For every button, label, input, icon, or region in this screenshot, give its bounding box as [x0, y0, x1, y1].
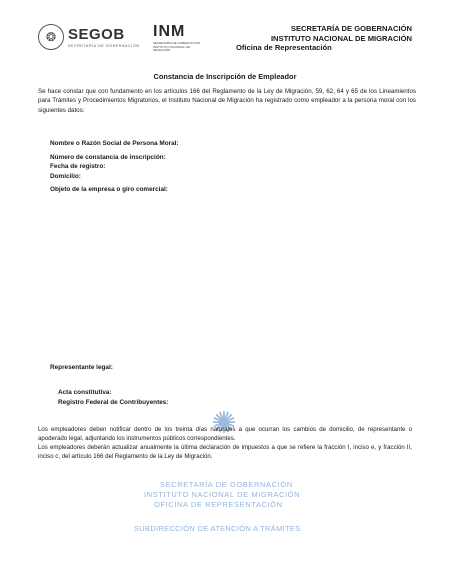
agency-line-3: Oficina de Representación	[236, 43, 332, 52]
stamp-seal-icon: ✺	[211, 407, 237, 440]
field-objeto: Objeto de la empresa o giro comercial:	[50, 186, 168, 193]
agency-line-2: INSTITUTO NACIONAL DE MIGRACIÓN	[270, 33, 412, 43]
notes-block	[38, 426, 412, 462]
inm-logo	[153, 24, 203, 53]
inm-logo-text: INM	[153, 23, 186, 40]
inm-subtitle: SECRETARÍA DE GOBERNACIÓN INSTITUTO NACIONAL DE MIGRACIÓN	[153, 41, 201, 52]
segob-logo	[38, 24, 139, 50]
agency-block	[236, 24, 412, 53]
document-title: Constancia de Inscripción de Empleador	[153, 72, 297, 81]
field-representante: Representante legal:	[50, 364, 113, 371]
stamp-line-4: SUBDIRECCIÓN DE ATENCIÓN A TRÁMITES	[134, 524, 301, 533]
field-domicilio: Domicilio:	[50, 173, 81, 180]
field-razon-social: Nombre o Razón Social de Persona Moral:	[50, 140, 179, 147]
field-rfc: Registro Federal de Contribuyentes:	[58, 399, 169, 406]
letterhead	[38, 24, 412, 58]
note-2: Los empleadores deberán actualizar anualmente la última declaración de impuestos a que se refiere la fracción I, inciso e, y fracción II, inciso c, del artículo 166 del Reglamento de la Ley de Migración.	[38, 443, 412, 460]
eagle-seal-icon: ❂	[38, 24, 64, 50]
note-1: Los empleadores deben notificar dentro de los treinta días naturales a que ocurran los cambios de domicilio, de representante o apoderado legal, adjuntando los instrumentos públicos correspondientes.	[38, 426, 412, 442]
intro-paragraph: Se hace constar que con fundamento en los artículos 166 del Reglamento de la Ley de Migración, 59, 62, 64 y 65 de los Lineamientos para Trámites y Procedimientos Migratorios, el Instituto Nacional de Migración ha registrado como empleador a la persona moral con los siguientes datos:	[38, 88, 416, 114]
agency-line-1: SECRETARÍA DE GOBERNACIÓN	[290, 24, 412, 33]
stamp-line-2: INSTITUTO NACIONAL DE MIGRACIÓN	[144, 490, 301, 499]
field-acta: Acta constitutiva:	[58, 389, 112, 396]
stamp-line-1: SECRETARÍA DE GOBERNACIÓN	[160, 480, 293, 489]
field-numero-constancia: Número de constancia de inscripción:	[50, 154, 166, 161]
segob-subtitle: SECRETARÍA DE GOBERNACIÓN	[68, 43, 140, 48]
field-fecha-registro: Fecha de registro:	[50, 163, 106, 170]
segob-name: SEGOB	[68, 25, 125, 43]
stamp-line-3: OFICINA DE REPRESENTACIÓN	[154, 500, 283, 509]
